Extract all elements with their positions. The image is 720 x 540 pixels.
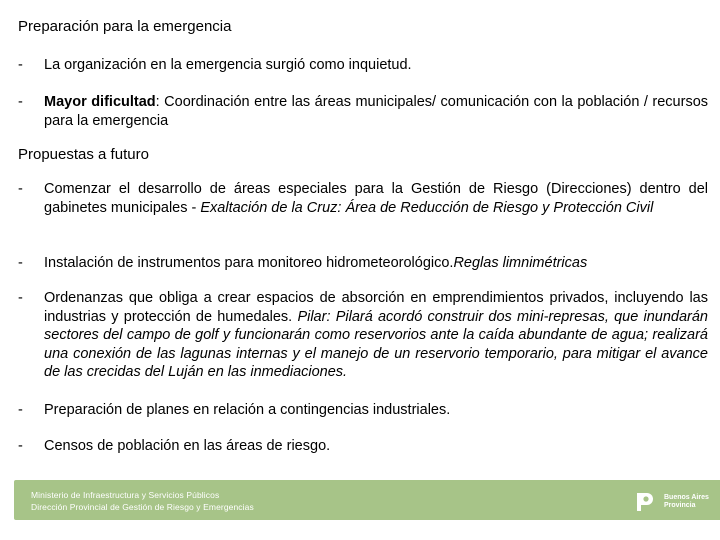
footer-ministry-name: Ministerio de Infraestructura y Servicios Públicos <box>31 490 220 500</box>
list-item-body: Instalación de instrumentos para monitoreo hidrometeorológico. <box>44 255 454 271</box>
list-dash: - <box>18 94 23 110</box>
logo-text-line2: Provincia <box>664 502 696 509</box>
list-dash: - <box>18 57 23 73</box>
list-item-italic: Pilar: Pilará acordó construir dos mini-represas, que inundarán sectores del campo de golf y funcionarán como reservorios ante la caída abundante de agua; realizará una conexión de las lagunas internas y el manejo de un reservorio temporario, para mitigar el avance de las crecidas del Luján en las inmediaciones. <box>44 308 708 380</box>
list-item-body: Comenzar el desarrollo de áreas especiales para la Gestión de Riesgo (Direcciones) dentro del gabinetes municipales - <box>44 181 708 216</box>
list-item-italic: Reglas limnimétricas <box>453 255 588 271</box>
logo-wordmark <box>664 494 709 510</box>
list-dash: - <box>18 438 23 454</box>
footer-banner <box>14 480 720 520</box>
list-dash: - <box>18 255 23 271</box>
list-item-text <box>44 93 708 130</box>
buenos-aires-provincia-logo-icon <box>634 491 656 513</box>
list-item-text <box>44 289 708 382</box>
section-title-future-proposals: Propuestas a futuro <box>18 146 149 163</box>
list-item-text: Censos de población en las áreas de riesgo. <box>44 438 331 454</box>
list-item-text <box>44 180 708 217</box>
list-item-text <box>44 254 708 273</box>
list-item-body: Ordenanzas que obliga a crear espacios de absorción en emprendimientos privados, incluyendo las industrias y protección de humedales. <box>44 290 708 325</box>
section-title-emergency-preparation: Preparación para la emergencia <box>18 18 232 35</box>
list-item-text: Preparación de planes en relación a contingencias industriales. <box>44 402 451 418</box>
list-item-body: : Coordinación entre las áreas municipales/ comunicación con la población / recursos para la emergencia <box>44 94 709 129</box>
list-dash: - <box>18 402 23 418</box>
list-item-text: La organización en la emergencia surgió como inquietud. <box>44 57 412 73</box>
list-item-italic: Exaltación de la Cruz: Área de Reducción de Riesgo y Protección Civil <box>200 199 654 216</box>
list-item-bold: Mayor dificultad <box>44 94 156 110</box>
list-dash: - <box>18 290 23 306</box>
list-dash: - <box>18 181 23 197</box>
logo-text-line1: Buenos Aires <box>664 494 709 501</box>
footer-directorate-name: Dirección Provincial de Gestión de Riesgo y Emergencias <box>31 502 254 512</box>
